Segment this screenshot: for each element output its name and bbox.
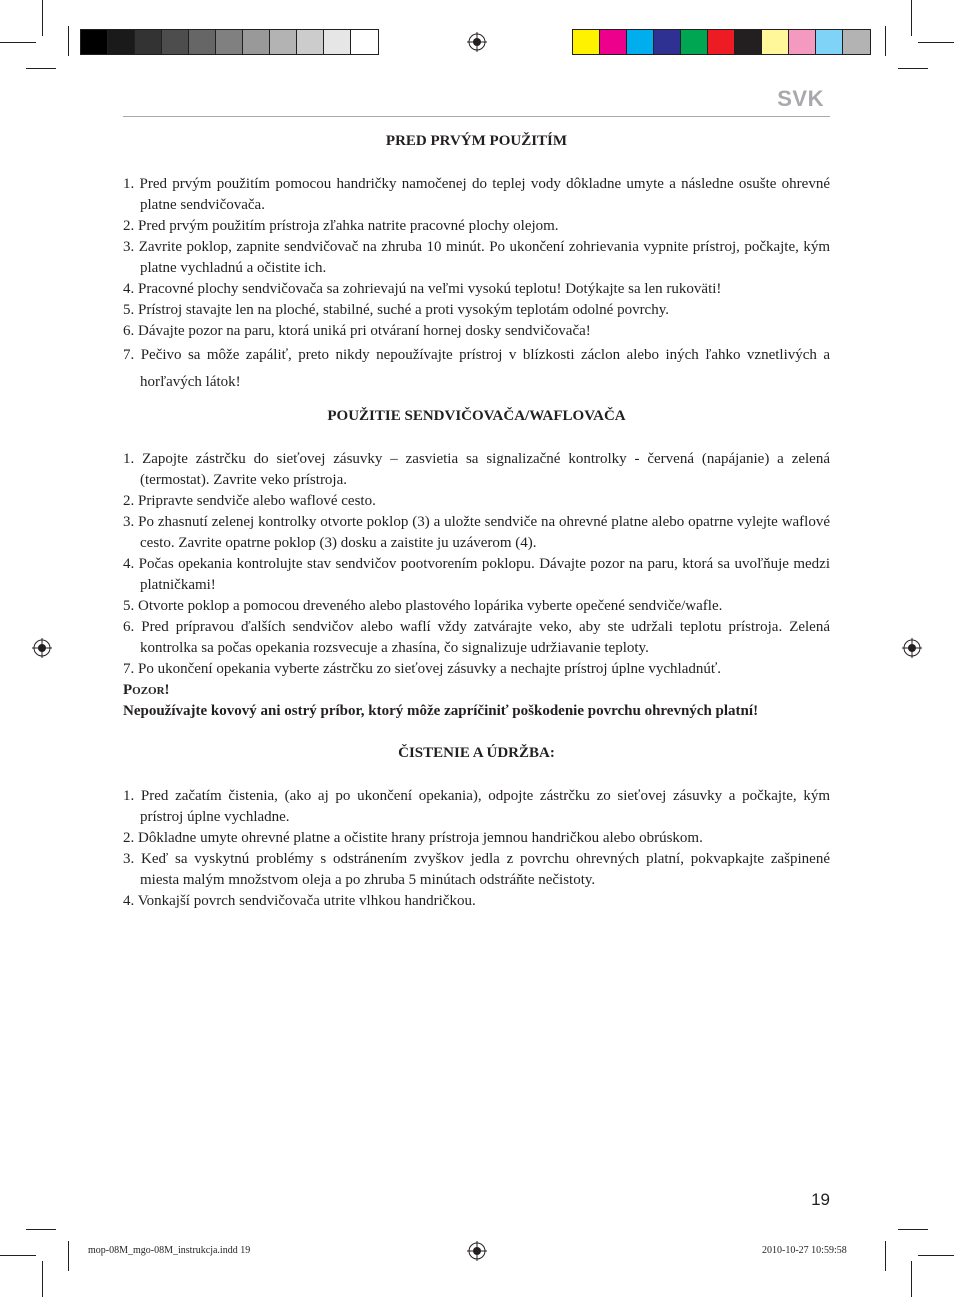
crop-mark <box>0 1255 36 1256</box>
color-swatch <box>681 30 708 54</box>
color-swatch <box>351 30 378 54</box>
list-item: 5. Otvorte poklop a pomocou dreveného alebo plastového lopárika vyberte opečené sendviče/wafle. <box>123 598 723 614</box>
crop-mark <box>68 26 69 56</box>
instruction-list <box>123 449 830 680</box>
color-swatch <box>243 30 270 54</box>
registration-mark-icon <box>467 32 487 52</box>
color-swatch <box>600 30 627 54</box>
print-timestamp: 2010-10-27 10:59:58 <box>762 1245 847 1256</box>
language-code: SVK <box>777 86 824 111</box>
list-item: 6. Pred prípravou ďalších sendvičov alebo waflí vždy zatvárajte veko, aby ste udržali teplotu prístroja. Zelená kontrolka sa počas opekania rozsvecuje a zhasína, čo signalizuje udržiavanie teploty. <box>123 619 830 656</box>
list-item: 1. Pred prvým použitím pomocou handričky namočenej do teplej vody dôkladne umyte a následne osušte ohrevné platne sendvičovača. <box>123 176 830 213</box>
list-item: 3. Keď sa vyskytnú problémy s odstránením zvyškov jedla z povrchu ohrevných platní, pokvapkajte zašpinené miesta malým množstvom oleja a po zhruba 5 minútach odstráňte nečistoty. <box>123 851 830 888</box>
color-swatch <box>816 30 843 54</box>
instruction-list <box>123 174 830 396</box>
crop-mark <box>898 68 928 69</box>
crop-mark <box>911 0 912 36</box>
crop-mark <box>918 1255 954 1256</box>
list-item: 1. Pred začatím čistenia, (ako aj po ukončení opekania), odpojte zástrčku zo sieťovej zásuvky a počkajte, kým prístroj úplne vychladne. <box>123 788 830 825</box>
warning-title: Pozor! <box>123 682 170 698</box>
color-swatch <box>108 30 135 54</box>
list-item: 7. Po ukončení opekania vyberte zástrčku zo sieťovej zásuvky a nechajte prístroj úplne vychladnúť. <box>123 661 722 677</box>
crop-mark <box>911 1261 912 1297</box>
color-swatch <box>789 30 816 54</box>
color-swatch <box>708 30 735 54</box>
crop-mark <box>885 1241 886 1271</box>
crop-mark <box>918 42 954 43</box>
crop-mark <box>26 68 56 69</box>
registration-mark-icon <box>467 1241 487 1261</box>
list-item: 5. Prístroj stavajte len na ploché, stabilné, suché a proti vysokým teplotám odolné povrchy. <box>123 302 669 318</box>
color-swatch <box>162 30 189 54</box>
section-title: POUŽITIE SENDVIČOVAČA/WAFLOVAČA <box>327 408 626 424</box>
list-item: 3. Po zhasnutí zelenej kontrolky otvorte poklop (3) a uložte sendviče na ohrevné platne alebo opatrne vylejte waflové cesto. Zavrite opatrne poklop (3) dosku a zaistite ju uzáverom (4). <box>123 514 830 551</box>
color-swatch <box>270 30 297 54</box>
page-content <box>123 131 830 912</box>
list-item: 3. Zavrite poklop, zapnite sendvičovač na zhruba 10 minút. Po ukončení zohrievania vypnite prístroj, počkajte, kým platne vychladnú a očistite ich. <box>123 239 830 276</box>
color-swatch <box>81 30 108 54</box>
color-swatch <box>216 30 243 54</box>
color-swatch <box>735 30 762 54</box>
header-rule <box>123 116 830 117</box>
color-swatch <box>573 30 600 54</box>
list-item: 7. Pečivo sa môže zapáliť, preto nikdy nepoužívajte prístroj v blízkosti záclon alebo iných ľahko vznetlivých a horľavých látok! <box>123 347 830 390</box>
section-title: PRED PRVÝM POUŽITÍM <box>385 133 568 149</box>
file-slug: mop-08M_mgo-08M_instrukcja.indd 19 <box>88 1245 251 1256</box>
crop-mark <box>0 42 36 43</box>
process-color-bar <box>572 29 871 55</box>
color-swatch <box>135 30 162 54</box>
crop-mark <box>68 1241 69 1271</box>
list-item: 6. Dávajte pozor na paru, ktorá uniká pri otváraní hornej dosky sendvičovača! <box>123 323 591 339</box>
section-title: ČISTENIE A ÚDRŽBA: <box>398 745 555 761</box>
crop-mark <box>42 0 43 36</box>
crop-mark <box>26 1229 56 1230</box>
color-swatch <box>627 30 654 54</box>
list-item: 4. Vonkajší povrch sendvičovača utrite vlhkou handričkou. <box>123 893 476 909</box>
color-swatch <box>762 30 789 54</box>
registration-mark-icon <box>902 638 922 658</box>
color-swatch <box>654 30 681 54</box>
instruction-list <box>123 786 830 912</box>
list-item: 1. Zapojte zástrčku do sieťovej zásuvky – zasvietia sa signalizačné kontrolky - červená (napájanie) a zelená (termostat). Zavrite veko prístroja. <box>123 451 830 488</box>
grayscale-color-bar <box>80 29 379 55</box>
warning-text: Nepoužívajte kovový ani ostrý príbor, ktorý môže zapríčiniť poškodenie povrchu ohrevných platní! <box>123 703 759 719</box>
list-item: 2. Pripravte sendviče alebo waflové cesto. <box>123 493 376 509</box>
list-item: 2. Dôkladne umyte ohrevné platne a očistite hrany prístroja jemnou handričkou alebo obrúskom. <box>123 830 703 846</box>
crop-mark <box>898 1229 928 1230</box>
list-item: 4. Pracovné plochy sendvičovača sa zohrievajú na veľmi vysokú teplotu! Dotýkajte sa len rukoväti! <box>123 281 722 297</box>
crop-mark <box>42 1261 43 1297</box>
registration-mark-icon <box>32 638 52 658</box>
page-number: 19 <box>811 1190 830 1209</box>
list-item: 4. Počas opekania kontrolujte stav sendvičov pootvorením poklopu. Dávajte pozor na paru, ktorá sa uvoľňuje medzi platničkami! <box>123 556 830 593</box>
crop-mark <box>885 26 886 56</box>
color-swatch <box>189 30 216 54</box>
list-item: 2. Pred prvým použitím prístroja zľahka natrite pracovné plochy olejom. <box>123 218 559 234</box>
color-swatch <box>297 30 324 54</box>
color-swatch <box>324 30 351 54</box>
color-swatch <box>843 30 870 54</box>
